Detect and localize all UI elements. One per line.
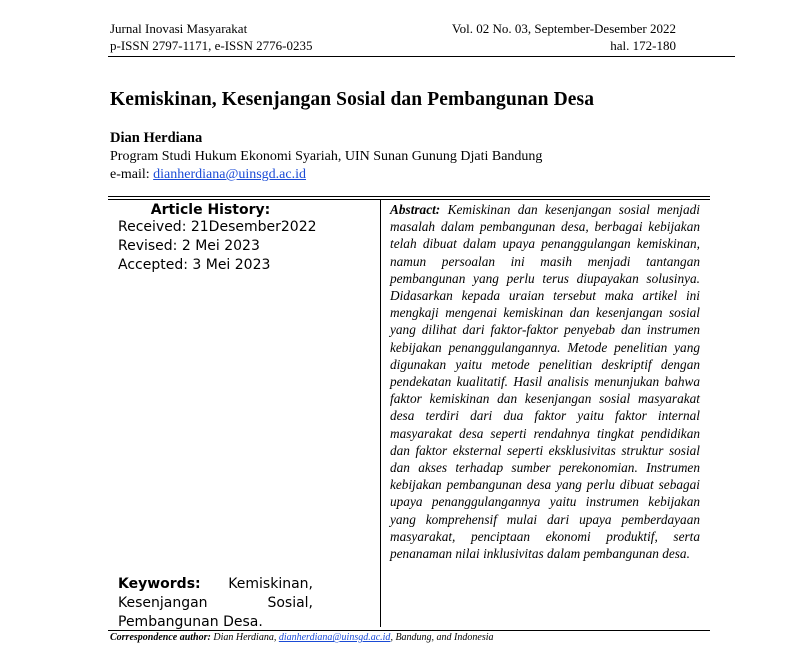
journal-name: Jurnal Inovasi Masyarakat xyxy=(110,21,248,36)
page-range: hal. 172-180 xyxy=(610,38,676,53)
section-rule-top-2 xyxy=(108,199,710,200)
correspondence-location: , Bandung, and Indonesia xyxy=(390,632,494,643)
running-header-left xyxy=(110,20,312,54)
keywords-label: Keywords: xyxy=(118,576,201,592)
abstract-block xyxy=(390,201,700,562)
abstract-text: Kemiskinan dan kesenjangan sosial menjadi masalah dalam pembangunan desa, berbagai kebijakan telah dibuat dalam upaya penanggulangan kemiskinan, namun persoalan ini masih menjadi tantangan pembangunan yang perlu terus diupayakan solusinya. Didasarkan kepada uraian tersebut maka artikel ini mengkaji mengenai kemiskinan dan kesenjangan sosial yang dilihat dari faktor-faktor penyebab dan instrumen kebijakan penanggulangannya. Metode penelitian yang digunakan yaitu metode penelitian deskriptif dengan pendekatan kualitatif. Hasil analisis menunjukan bahwa faktor kemiskinan dan kesenjangan sosial masyarakat desa terdiri dari dua faktor yaitu faktor internal masyarakat desa seperti rendahnya tingkat pendidikan dan faktor eksternal seperti eksklusivitas struktur sosial dan akses terhadap sumber perekonomian. Instrumen kebijakan pembangunan desa yang perlu dibuat sebagai upaya penanggulangannya yaitu instrumen kebijakan yang komprehensif mulai dari upaya pemberdayaan masyarakat, penciptaan ekonomi produktif, serta penanaman nilai inklusivitas dalam pembangunan desa. xyxy=(390,202,700,562)
footer-rule xyxy=(108,630,710,631)
author-email-link[interactable]: dianherdiana@uinsgd.ac.id xyxy=(153,167,307,182)
correspondence-line xyxy=(110,632,493,644)
article-history-title: Article History: xyxy=(150,202,271,218)
keywords-text: Kemiskinan, Kesenjangan Sosial, Pembangunan Desa. xyxy=(118,576,313,630)
correspondence-name: Dian Herdiana, xyxy=(210,632,279,643)
section-rule-top xyxy=(108,196,710,197)
header-rule xyxy=(108,56,735,57)
email-label: e-mail: xyxy=(110,167,154,182)
keywords-block xyxy=(118,575,313,632)
author-email-row xyxy=(110,166,306,184)
author-affiliation: Program Studi Hukum Ekonomi Syariah, UIN Sunan Gunung Djati Bandung xyxy=(110,149,543,164)
history-accepted: Accepted: 3 Mei 2023 xyxy=(118,257,271,273)
history-revised: Revised: 2 Mei 2023 xyxy=(118,238,260,254)
article-title: Kemiskinan, Kesenjangan Sosial dan Pembangunan Desa xyxy=(110,89,595,110)
journal-volume: Vol. 02 No. 03, September-Desember 2022 xyxy=(451,21,676,36)
correspondence-email-link[interactable]: dianherdiana@uinsgd.ac.id xyxy=(278,632,391,643)
history-received: Received: 21Desember2022 xyxy=(118,219,317,235)
abstract-label: Abstract: xyxy=(390,202,441,217)
author-name: Dian Herdiana xyxy=(110,130,203,146)
journal-issn: p-ISSN 2797-1171, e-ISSN 2776-0235 xyxy=(110,38,313,53)
column-divider xyxy=(380,200,381,627)
correspondence-label: Correspondence author: xyxy=(110,632,211,643)
running-header-right xyxy=(440,20,676,54)
